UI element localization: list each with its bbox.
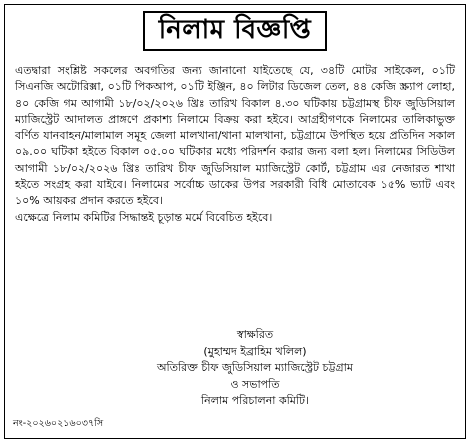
notice-frame (4, 4, 466, 439)
notice-body (15, 63, 455, 226)
signatory-designation: অতিরিক্ত চীফ জুডিসিয়াল ম্যাজিস্ট্রেট চট্টগ্রাম (157, 361, 353, 374)
signed-label: স্বাক্ষরিত (236, 328, 274, 341)
notice-paragraph-closing: এক্ষেত্রে নিলাম কমিটির সিদ্ধান্তই চূড়ান্ত মর্মে বিবেচিত হইবে। (15, 210, 273, 224)
title-area (5, 11, 465, 51)
memo-number: নং-২০২৬০২১৬০৩৭সি (13, 418, 104, 429)
notice-title: নিলাম বিজ্ঞপ্তি (143, 11, 327, 51)
notice-paragraph-main: এতদ্বারা সংশ্লিষ্ট সকলের অবগতির জন্য জানানো যাইতেছে যে, ৩৪টি মোটর সাইকেল, ০১টি সিএনজি অটোরিক্সা, ০১টি পিকআপ, ০১টি ইঞ্জিন, ৪০ লিটার ডিজেল তেল, ৪৪ কেজি স্ক্র্যাপ লোহা, ৪০ কেজি গম আগামী ১৮/০২/২০২৬ খ্রিঃ তারিখ বিকাল ৪.৩০ ঘটিকায় চট্টগ্রামস্থ চীফ জুডিসিয়াল ম্যাজিস্ট্রেট আদালত প্রাঙ্গণে প্রকাশ্য নিলামে বিক্রয় করা হইবে। আগ্রহীগণকে নিলামের তালিকাভুক্ত বর্ণিত যানবাহন/মালামাল সমূহ জেলা মালখানা/থানা মালখানা, চট্টগ্রামে উপস্থিত হয়ে প্রতিদিন সকাল ০৯.০০ ঘটিকা হইতে বিকাল ০৫.০০ ঘটিকার মধ্যে পরিদর্শন করার জন্য বলা হল। নিলামের সিডিউল আগামী ১৮/০২/২০২৬ খ্রিঃ তারিখ চীফ জুডিসিয়াল ম্যাজিস্ট্রেট কোর্ট, চট্টগ্রাম এর নেজারত শাখা হইতে সংগ্রহ করা যাইবে। নিলামের সর্বোচ্চ ডাকের উপর সরকারী বিধি মোতাবেক ১৫% ভ্যাট এবং ১০% আয়কর প্রদান করতে হইবে। (15, 64, 455, 208)
committee-name: নিলাম পরিচালনা কমিটি। (201, 394, 309, 407)
signatory-name: (মুহাম্মদ ইব্রাহিম খলিল) (203, 344, 307, 358)
signatory-role: ও সভাপতি (230, 377, 280, 391)
signature-block (5, 327, 465, 410)
